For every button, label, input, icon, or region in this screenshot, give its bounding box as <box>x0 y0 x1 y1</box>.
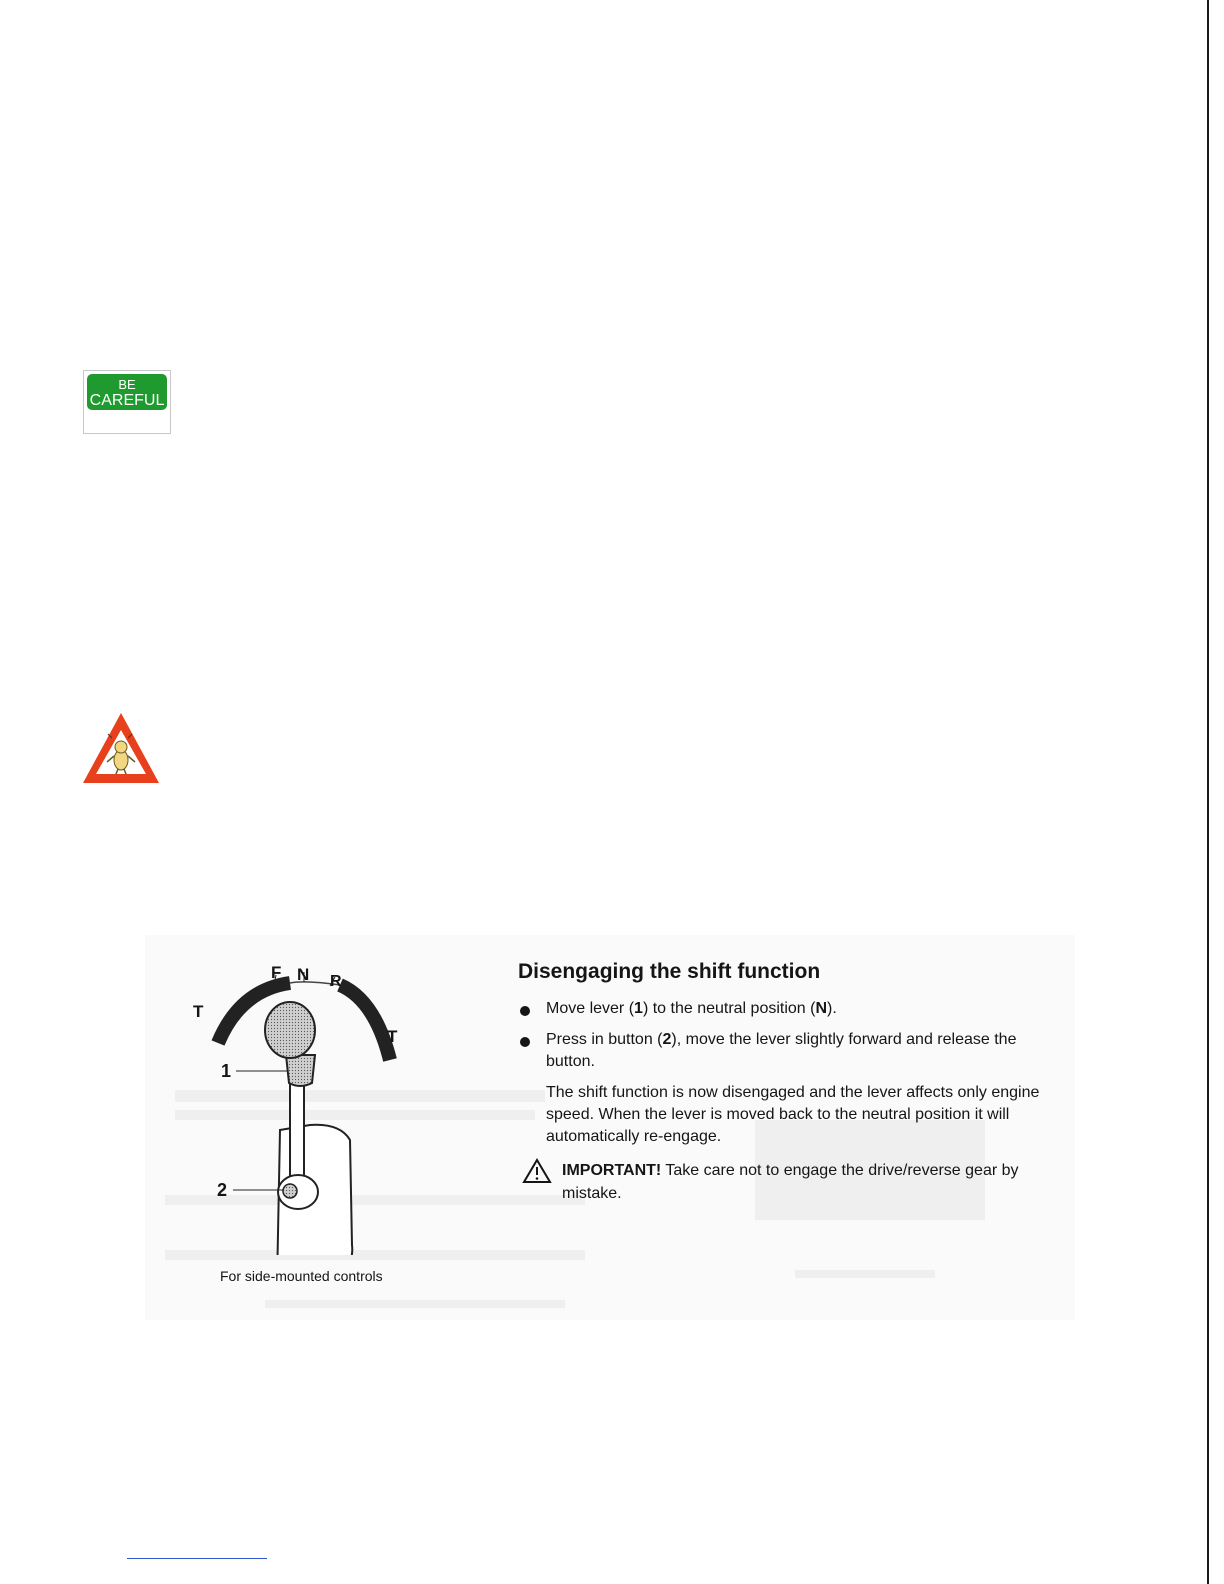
label-button: 2 <box>217 1180 228 1200</box>
diagram-caption: For side-mounted controls <box>220 1268 383 1284</box>
label-reverse: R <box>330 973 342 990</box>
label-neutral: N <box>297 965 310 984</box>
badge-line-1: BE <box>118 377 136 392</box>
instruction-1: Move lever (1) to the neutral position (N). <box>546 1000 837 1017</box>
be-careful-label <box>87 374 167 410</box>
label-lever: 1 <box>221 1061 232 1081</box>
label-forward: F <box>271 963 282 982</box>
badge-line-2: CAREFUL <box>89 392 165 409</box>
bullet-dot <box>520 1037 530 1047</box>
shift-note: The shift function is now disengaged and the lever affects only engine speed. When the lever is moved back to the neutral position it will automatically re-engage. <box>546 1084 1040 1145</box>
label-throttle-right: T <box>387 1027 398 1046</box>
important-warning-icon <box>522 1158 552 1184</box>
section-heading: Disengaging the shift function <box>518 960 821 983</box>
instruction-2: Press in button (2), move the lever slightly forward and release the button. <box>546 1031 1017 1070</box>
bullet-dot <box>520 1006 530 1016</box>
footer-link-underline[interactable] <box>127 1558 267 1559</box>
shift-lever-diagram <box>180 955 440 1255</box>
danger-triangle-icon <box>80 710 162 786</box>
label-throttle-left: T <box>193 1002 204 1021</box>
be-careful-badge <box>83 370 171 434</box>
page-edge-rule <box>1207 0 1209 1584</box>
important-note: IMPORTANT! Take care not to engage the drive/reverse gear by mistake. <box>562 1162 1019 1202</box>
